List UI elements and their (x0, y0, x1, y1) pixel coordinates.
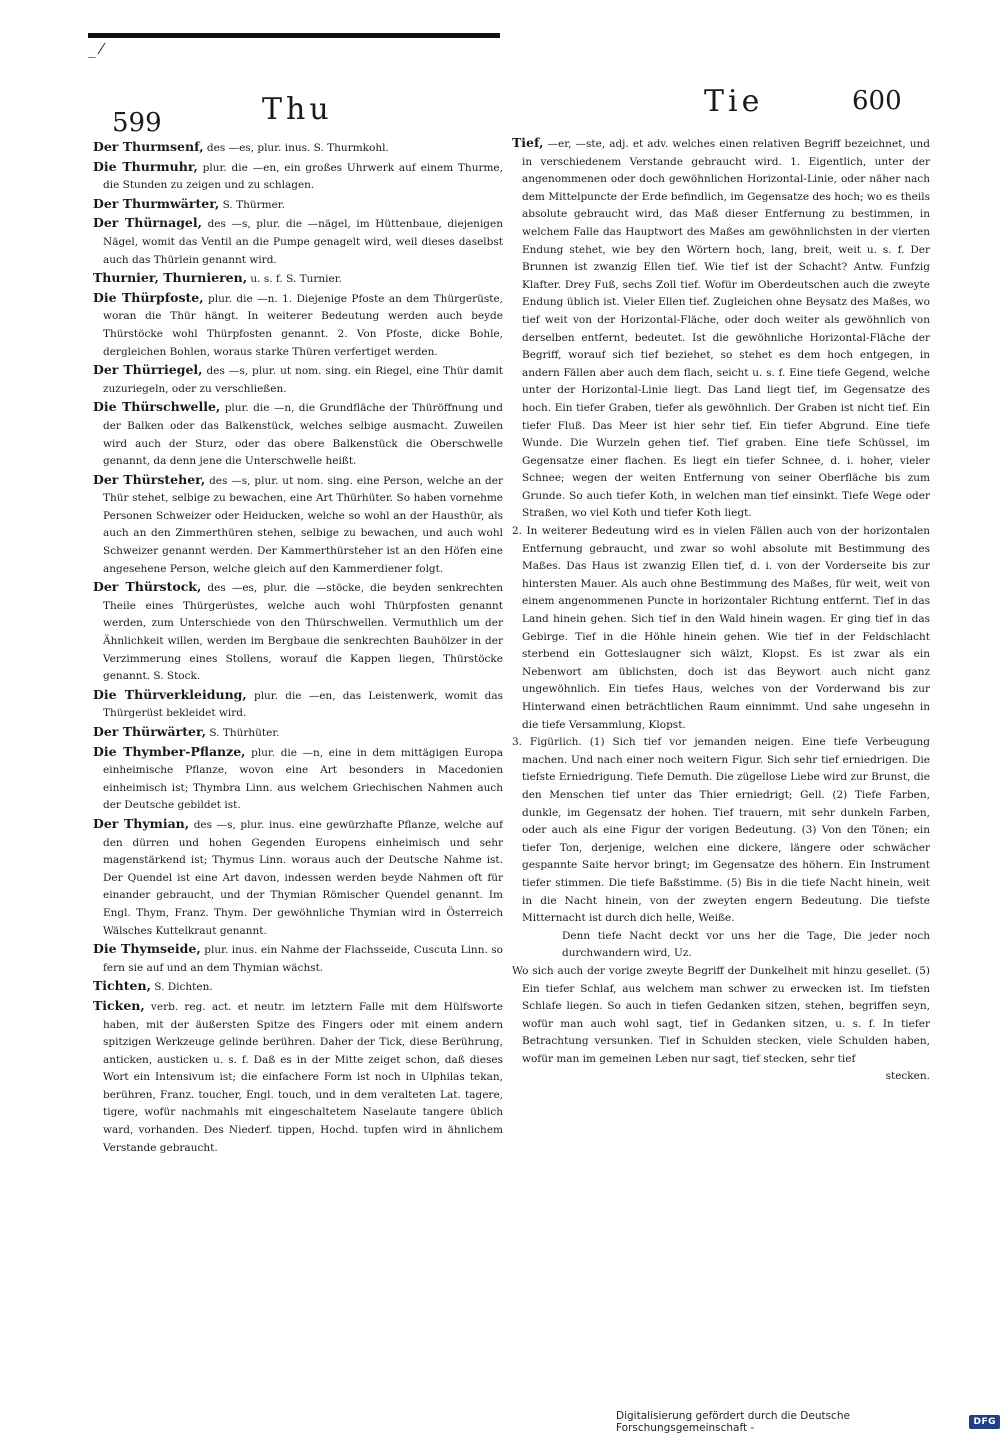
entry-text: S. Thürmer. (222, 198, 285, 211)
entry-headword: Der Thürnagel, (93, 215, 202, 231)
entry-text: Wo sich auch der vorige zweyte Begriff der Dunkelheit mit hinzu gesellet. (5) Ein tiefer Schlaf, aus welchem man schwer zu erwecken ist. Im tiefsten Schlafe liegen. So auch in tiefen Gedanken sitzen, stehen, begriffen seyn, wofür man auch wohl sagt, tief in Gedanken sitzen, u. s. f. In tiefer Betrachtung versunken. Tief in Schulden stecken, viele Schulden haben, wofür man im gemeinen Leben nur sagt, tief stecken, sehr tief (512, 964, 930, 1065)
left-page-number: 599 (112, 108, 162, 138)
dictionary-entry (93, 361, 503, 398)
dictionary-entry (93, 723, 503, 743)
entry-text: des —es, plur. inus. S. Thurmkohl. (206, 142, 389, 154)
left-running-head: Thu (262, 92, 333, 127)
entry-headword: Der Thürriegel, (93, 362, 203, 378)
entry-headword: Der Thürstock, (93, 579, 202, 595)
entry-headword: Die Thurmuhr, (93, 158, 198, 174)
entry-text: verb. reg. act. et neutr. im letztern Falle mit dem Hülfsworte haben, mit der äußersten Spitze des Fingers oder mit einem andern spitzigen Werkzeuge gelinde berühren. Daher der Tick, diese Berührung, anticken, austicken u. s. f. Daß es in der Mitte zeiget schon, daß dieses Wort ein Intensivum ist; die einfachere Form ist noch in Ulphilas tekan, berühren, Franz. toucher, Engl. touch, und in dem veralteten Lat. tagere, tigere, wofür nachmahls mit eingeschaltetem Naselaute tangere üblich ward, vorhanden. Des Niederf. tippen, Hochd. tupfen wird in ähnlichem Verstande gebraucht. (103, 1000, 503, 1154)
dictionary-entry (93, 398, 503, 470)
dictionary-entry (93, 269, 503, 289)
dictionary-entry (512, 928, 930, 963)
dictionary-entry (512, 134, 930, 523)
entry-headword: Die Thürschwelle, (93, 399, 221, 415)
entry-headword: Die Thürverkleidung, (93, 686, 247, 702)
right-column (512, 134, 930, 1246)
entry-text: des —s, plur. inus. eine gewürzhafte Pflanze, welche auf den dürren und hohen Gegenden Europens einheimisch und sehr magenstärkend ist; Thymus Linn. woraus auch der Deutsche Nahme ist. Der Quendel ist eine Art davon, indessen werden beyde Nahmen oft für einander gebraucht, und der Thymian Römischer Quendel genannt. Im Engl. Thym, Franz. Thym. Der gewöhnliche Thymian wird in Österreich Wälsches Kuttelkraut genannt. (103, 818, 503, 937)
entry-text: u. s. f. S. Turnier. (250, 273, 342, 286)
dictionary-entry (93, 940, 503, 977)
dictionary-entry (512, 523, 930, 734)
entry-headword: Der Thymian, (93, 815, 190, 831)
entry-headword: Die Thürpfoste, (93, 289, 204, 305)
entry-text: des —s, plur. ut nom. sing. ein Riegel, eine Thür damit zuzuriegeln, oder zu verschließen. (103, 365, 503, 395)
dictionary-entry (93, 158, 503, 195)
dictionary-entry (93, 471, 503, 579)
right-page-number: 600 (852, 86, 902, 116)
right-running-head: Tie (704, 84, 764, 119)
entry-headword: Die Thymber-Pflanze, (93, 743, 246, 759)
left-column (93, 138, 503, 1218)
entry-text: S. Thürhüter. (209, 727, 280, 739)
entry-text: plur. inus. ein Nahme der Flachsseide, Cuscuta Linn. so fern sie auf und an dem Thymian wächst. (103, 944, 503, 974)
dfg-logo: DFG (969, 1415, 1000, 1429)
entry-text: plur. die —en, das Leistenwerk, womit das Thürgerüst bekleidet wird. (103, 689, 503, 720)
entry-text: Denn tiefe Nacht deckt vor uns her die Tage, Die jeder noch durchwandern wird, Uz. (562, 929, 930, 960)
corner-mark: _ ⁄ (88, 40, 103, 58)
dictionary-entry (93, 997, 503, 1157)
entry-text: plur. die —n, eine in dem mittägigen Europa einheimische Pflanze, wovon eine Art besonders in Macedonien einheimisch ist; Thymbra Linn. aus welchem Griechischen Nahmen auch der Deutsche gebildet ist. (103, 746, 503, 812)
entry-text: S. Dichten. (154, 981, 213, 994)
dictionary-entry (93, 195, 503, 215)
entry-headword: Der Thurmwärter, (93, 195, 220, 211)
dictionary-entry (93, 815, 503, 940)
dictionary-entry (93, 686, 503, 723)
entry-text: plur. die —en, ein großes Uhrwerk auf einem Thurme, die Stunden zu zeigen und zu schlagen. (103, 161, 503, 192)
dictionary-entry (512, 963, 930, 1069)
top-rule (88, 33, 500, 38)
entry-text: plur. die —n. 1. Diejenige Pfoste an dem Thürgerüste, woran die Thür hängt. In weiterer Bedeutung werden auch beyde Thürstöcke wohl Thürpfosten genannt. 2. Von Pfoste, dicke Bohle, dergleichen Bohlen, woraus starke Thüren verfertiget werden. (103, 292, 503, 358)
dictionary-entry (93, 138, 503, 158)
dictionary-entry (512, 734, 930, 928)
entry-text: plur. die —n, die Grundfläche der Thüröffnung und der Balken oder das Balkenstück, welches selbige ausmacht. Zuweilen wird auch der Sturz, oder das obere Balkenstück die Oberschwelle genannt, da denn jene die Unterschwelle heißt. (103, 402, 503, 468)
dictionary-entry (93, 977, 503, 997)
entry-headword: Tichten, (93, 978, 151, 994)
entry-headword: Thurnier, Thurnieren, (93, 270, 248, 286)
entry-headword: Tief, (512, 135, 544, 150)
dictionary-entry (93, 743, 503, 815)
entry-text: des —s, plur. ut nom. sing. eine Person, welche an der Thür stehet, selbige zu bewachen, eine Art Thürhüter. So haben vornehme Personen Schweizer oder Heiducken, welche so wohl an der Hausthür, als auch an den Zimmerthüren stehen, selbige zu bewachen, und auch wohl Schweizer genannt werden. Der Kammerthürsteher ist an den Höfen eine angesehene Person, welche gleich auf den Kammerdiener folgt. (103, 474, 503, 575)
entry-headword: Der Thurmsenf, (93, 139, 204, 154)
entry-text: 2. In weiterer Bedeutung wird es in vielen Fällen auch von der horizontalen Entfernung gebraucht, und zwar so wohl absolute mit Bestimmung des Maßes. Das Haus ist zwanzig Ellen tief, d. i. von der Vorderseite bis zur hintersten Mauer. Als auch ohne Bestimmung des Maßes, für weit, weit von einem angenommenen Puncte in horizontaler Richtung entfernt. Tief in das Land hinein gehen. Sich tief in den Wald hinein wagen. Er ging tief in das Gebirge. Tief in die Höhle hinein gehen. Wie tief in der Feldschlacht sterbend ein Gotteslaugner sich wälzt, Klopst. Es ist zwar als ein Nebenwort am üblichsten, doch ist das Beywort auch nicht ganz ungewöhnlich. Ein tiefes Haus, welches von der Vorderwand bis zur Hinterwand einen beträchtlichen Raum einnimmt. Und sahe ungesehn in die tiefe Versammlung, Klopst. (512, 525, 930, 731)
catchword: stecken. (885, 1070, 930, 1083)
entry-text: 3. Figürlich. (1) Sich tief vor jemanden neigen. Eine tiefe Verbeugung machen. Und nach einer noch weitern Figur. Sich sehr tief erniedrigen. Die tiefste Erniedrigung. Tiefe Demuth. Die zügellose Liebe wird zur Brunst, die den Menschen tief unter das Thier erniedrigt; Gell. (2) Tiefe Farben, dunkle, im Gegensatz der hohen. Tief trauern, mit sehr dunkeln Farben, oder auch als eine Figur der vorigen Bedeutung. (3) Von den Tönen; ein tiefer Ton, derjenige, welchen eine dickere, längere oder schwächer gespannte Saite hervor bringt; im Gegensatze des höhern. Ein Instrument tiefer stimmen. Die tiefe Baßstimme. (5) Bis in die tiefe Nacht hinein, weit in die Nacht hinein, von der zweyten engern Bedeutung. Die tiefste Mitternacht ist durch dich helle, Weiße. (512, 736, 930, 925)
entry-text: —er, —ste, adj. et adv. welches einen relativen Begriff bezeichnet, und in verschiedenem Verstande gebraucht wird. 1. Eigentlich, unter der angenommenen oder doch gewöhnlichen Horizontal-Linie, oder näher nach dem Mittelpuncte der Erde befindlich, im Gegensatze des hoch; wo es theils absolute gebraucht wird, das Maß dieser Entfernung zu bestimmen, in welchem Falle das Hauptwort des Maßes am gewöhnlichsten in der vierten Endung stehet, wie bey den Wörtern hoch, lang, breit, weit u. s. f. Der Brunnen ist zwanzig Ellen tief. Wie tief ist der Schacht? Antw. Funfzig Klafter. Drey Fuß, sechs Zoll tief. Wofür im Oberdeutschen auch die zweyte Endung üblich ist. Vieler Ellen tief. Zugleichen ohne Beysatz des Maßes, wo tief weit von der Horizontal-Fläche, oder doch weiter als gewöhnlich von derselben entfernt, bedeutet. Ist die gewöhnliche Horizontal-Fläche der Begriff, worauf sich tief beziehet, so stehet es dem hoch entgegen, in andern Fällen aber auch dem flach, seicht u. s. f. Eine tiefe Gegend, welche unter der Horizontal-Linie liegt. Das Land liegt tief, im Gegensatze des hoch. Ein tiefer Graben, tiefer als gewöhnlich. Der Graben ist nicht tief. Ein tiefer Fluß. Das Meer ist hier sehr tief. Ein tiefer Abgrund. Eine tiefe Wunde. Die Wurzeln gehen tief. Tief graben. Eine tiefe Schüssel, im Gegensatze einer flachen. Es liegt ein tiefer Schnee, d. i. hoher, vieler Schnee; wegen der weiten Entfernung von seiner Oberfläche bis zum Grunde. So auch tiefer Koth, in welchen man tief einsinkt. Tiefe Wege oder Straßen, wo viel Koth und tiefer Koth liegt. (522, 138, 930, 520)
dictionary-entry (93, 578, 503, 686)
dictionary-entry (93, 289, 503, 361)
entry-headword: Ticken, (93, 997, 145, 1013)
entry-headword: Die Thymseide, (93, 941, 201, 957)
footer-credit (616, 1412, 1000, 1432)
entry-headword: Der Thürsteher, (93, 471, 206, 487)
dictionary-entry (93, 214, 503, 269)
entry-text: des —s, plur. die —nägel, im Hüttenbaue, diejenigen Nägel, womit das Ventil an die Pumpe genagelt wird, weil dieses daselbst auch das Thürlein genannt wird. (103, 218, 503, 266)
footer-text: Digitalisierung gefördert durch die Deutsche Forschungsgemeinschaft - (616, 1410, 850, 1434)
entry-text: des —es, plur. die —stöcke, die beyden senkrechten Theile eines Thürgerüstes, welche auch wohl Thürpfosten genannt werden, zum Unterschiede von den Thürschwellen. Vermuthlich um der Ähnlichkeit willen, werden im Bergbaue die senkrechten Bauhölzer in der Verzimmerung eines Stollens, worauf die Kappen liegen, Thürstöcke genannt. S. Stock. (103, 582, 503, 683)
entry-headword: Der Thürwärter, (93, 724, 206, 739)
